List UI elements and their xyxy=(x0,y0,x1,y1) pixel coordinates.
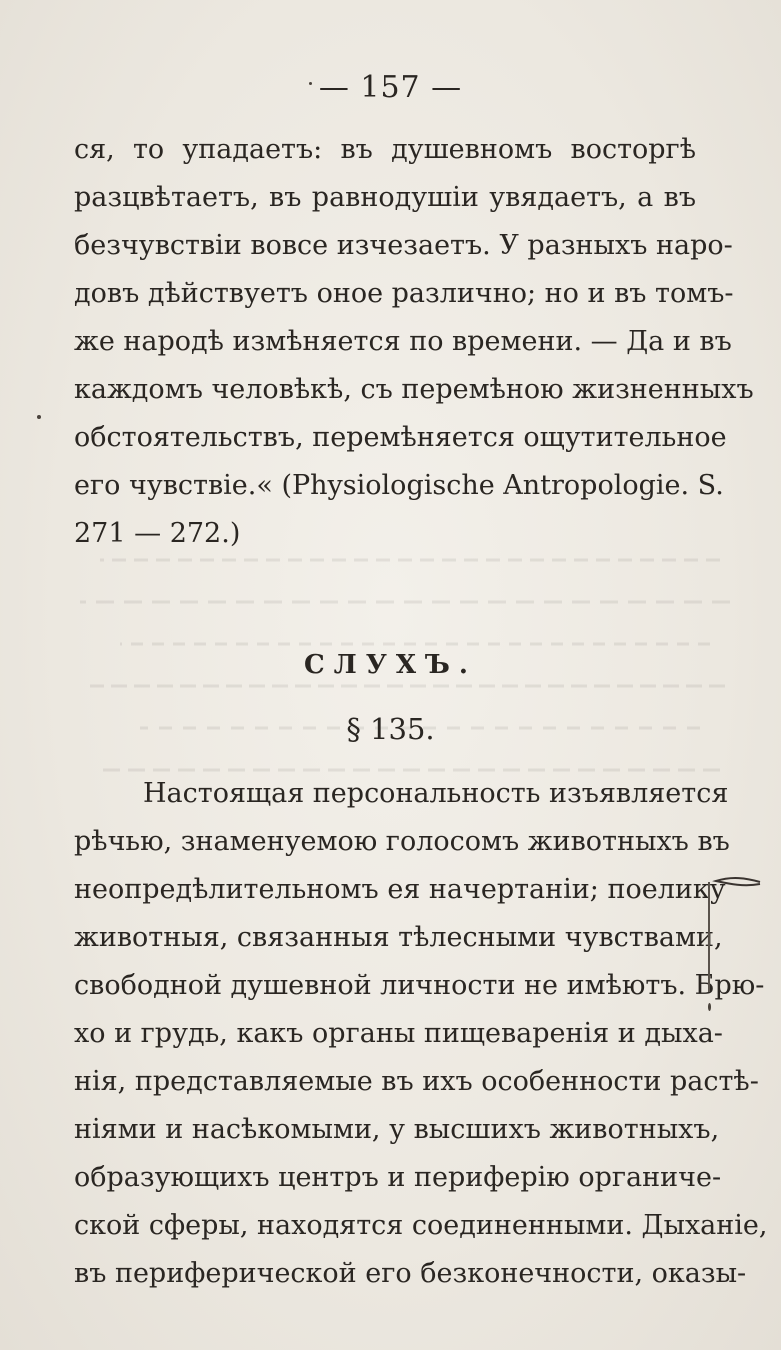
text-line: неопредѣлительномъ ея начертаніи; поелику xyxy=(74,874,726,905)
text-line: рѣчью, знаменуемою голосомъ животныхъ въ xyxy=(74,826,730,857)
text-line: довъ дѣйствуетъ оное различно; но и въ томъ- xyxy=(74,278,734,309)
ink-speck xyxy=(309,82,312,85)
section-heading: СЛУХЪ. xyxy=(304,650,477,680)
text-line: Настоящая персональность изъявляется xyxy=(143,778,729,809)
margin-vertical-mark xyxy=(707,882,711,992)
text-line: каждомъ человѣкѣ, съ перемѣною жизненныхъ xyxy=(74,374,754,405)
text-line: въ периферической его безконечности, оказы- xyxy=(74,1258,747,1289)
text-line: безчувствіи вовсе изчезаетъ. У разныхъ наро- xyxy=(74,230,733,261)
ink-speck xyxy=(708,1003,711,1011)
text-line: его чувствіе.« (Physiologische Antropologie. S. xyxy=(74,470,724,501)
text-line: же народѣ измѣняется по времени. — Да и въ xyxy=(74,326,732,357)
text-line: ской сферы, находятся соединенными. Дыханіе, xyxy=(74,1210,768,1241)
text-line: хо и грудь, какъ органы пищеваренія и дыха- xyxy=(74,1018,723,1049)
section-number: § 135. xyxy=(346,712,435,746)
ink-speck xyxy=(37,415,41,419)
text-line: свободной душевной личности не имѣютъ. Брю- xyxy=(74,970,765,1001)
text-line: обстоятельствъ, перемѣняется ощутительное xyxy=(74,422,727,453)
text-line: нія, представляемые въ ихъ особенности растѣ- xyxy=(74,1066,759,1097)
text-line: ніями и насѣкомыми, у высшихъ животныхъ, xyxy=(74,1114,720,1145)
page-number: — 157 — xyxy=(318,70,463,105)
text-line: животныя, связанныя тѣлесными чувствами, xyxy=(74,922,723,953)
text-line: 271 — 272.) xyxy=(74,518,241,549)
text-line: разцвѣтаетъ, въ равнодушіи увядаетъ, а въ xyxy=(74,182,696,213)
text-line: образующихъ центръ и периферію органиче- xyxy=(74,1162,722,1193)
margin-arrow-mark xyxy=(712,868,762,896)
text-line: ся, то упадаетъ: въ душевномъ восторгѣ xyxy=(74,134,696,165)
